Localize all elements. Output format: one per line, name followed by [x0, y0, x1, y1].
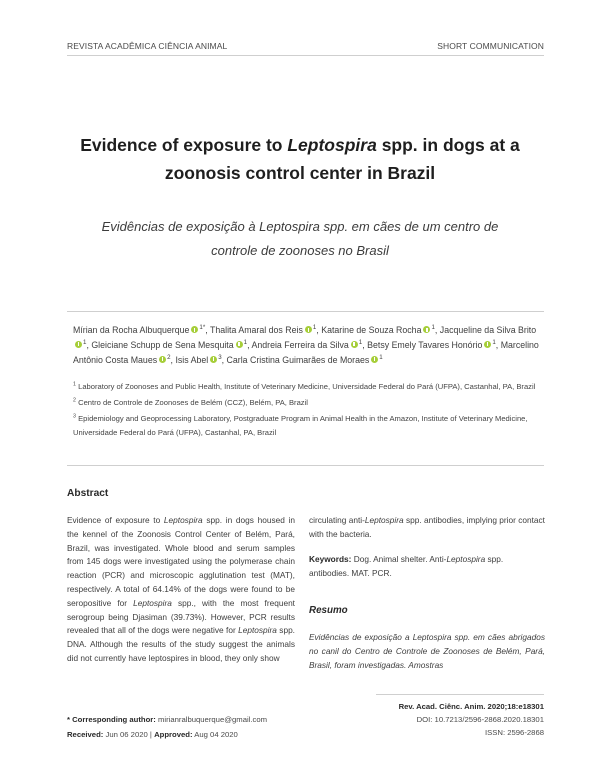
author-affil: 3	[218, 353, 222, 361]
affiliations	[73, 380, 545, 442]
affiliation-item	[73, 412, 545, 438]
citation: Rev. Acad. Ciênc. Anim. 2020;18:e18301	[398, 702, 544, 711]
author-affil: 1	[379, 353, 383, 361]
subtitle-line1: Evidências de exposição à Leptospira spp. em cães de um centro de	[101, 219, 499, 234]
keywords-genus: Leptospira	[446, 554, 486, 564]
abstract-text	[67, 514, 295, 666]
author-name: Gleiciane Schupp de Sena Mesquita	[91, 339, 234, 350]
orcid-icon[interactable]	[236, 341, 243, 348]
footer-left	[67, 712, 267, 742]
corresponding-author	[67, 712, 267, 727]
article-subtitle	[60, 215, 540, 263]
abstract-text-3: spp., with the most frequent serogroup being Djasiman (39.73%). However, PCR results revealed that all of the dogs were negative for	[67, 597, 295, 636]
abstract-cont-2: spp. antibodies, implying prior contact with the bacteria.	[309, 515, 545, 539]
affiliation-item	[73, 396, 545, 409]
received-label: Received:	[67, 730, 104, 739]
abstract-genus-2: Leptospira	[133, 597, 172, 608]
journal-name: REVISTA ACADÊMICA CIÊNCIA ANIMAL	[67, 41, 228, 51]
author-name: Isis Abel	[175, 354, 209, 365]
footer-right	[399, 700, 544, 739]
orcid-icon[interactable]	[484, 341, 491, 348]
title-line2: zoonosis control center in Brazil	[164, 163, 436, 183]
author-list: Mírian da Rocha Albuquerque $^{1*}$, Thalita Amaral dos Reis $^1$, Katarine de Souza Rocha $^1$, Jacqueline da Silva Brito$^1$, Gleiciane Schupp de Sena Mesquita $^1$, Andreia Ferreira da Silva $^1$, Betsy Emely Tavares Honório $^1$, Marcelino Antônio Costa Maues $^2$, Isis Abel $^3$, Carla Cristina Guimarães de Moraes $^1$	[73, 324, 539, 365]
author-affil: 1	[431, 324, 435, 332]
title-part1: Evidence of exposure to	[80, 135, 288, 155]
corresponding-email[interactable]: mirianralbuquerque@gmail.com	[157, 715, 268, 724]
author-name: Katarine de Souza Rocha	[321, 325, 422, 335]
author-affil: 1	[243, 338, 248, 346]
abstract-continued	[309, 514, 545, 542]
author-name: Andreia Ferreira da Silva	[251, 339, 349, 350]
footer-divider	[376, 694, 544, 695]
resumo-text: Evidências de exposição a Leptospira spp. em cães abrigados no canil do Centro de Controle de Zoonoses de Belém, Pará, Brasil, foram investigadas. Amostras	[309, 632, 545, 670]
title-italic: Leptospira	[287, 135, 377, 155]
orcid-icon[interactable]	[210, 356, 217, 363]
dates: Received: Jun 06 2020 | Approved: Aug 04 2020	[67, 730, 238, 739]
author-affil: 1	[312, 324, 317, 332]
approved-date: Aug 04 2020	[194, 730, 238, 739]
author-name: Mírian da Rocha Albuquerque	[73, 325, 190, 335]
resumo-heading: Resumo	[309, 605, 348, 616]
subtitle-line2: controle de zoonoses no Brasil	[211, 243, 389, 258]
orcid-icon[interactable]	[423, 326, 430, 333]
affiliation-number: 3	[73, 413, 76, 420]
author-name: Betsy Emely Tavares Honório	[367, 339, 483, 350]
received-date: Jun 06 2020	[105, 730, 148, 739]
abstract-cont-genus: Leptospira	[364, 515, 404, 525]
affiliation-text: Epidemiology and Geoprocessing Laboratory, Postgraduate Program in Animal Health in the Amazon, Institute of Veterinary Medicine, Universidade Federal do Pará (UFPA), Castanhal, PA, Brazil	[73, 414, 528, 437]
affiliation-number: 1	[73, 381, 76, 388]
abstract-genus-3: Leptospira	[238, 625, 277, 636]
article-title	[60, 131, 540, 187]
abstract-text-1: Evidence of exposure to	[67, 515, 164, 525]
keywords-text-2: spp. antibodies. MAT. PCR.	[309, 554, 504, 578]
author-affil: 1	[83, 338, 87, 346]
doi[interactable]: DOI: 10.7213/2596-2868.2020.18301	[416, 715, 544, 724]
title-part2: spp. in dogs at a	[376, 135, 520, 155]
orcid-icon[interactable]	[305, 326, 312, 333]
orcid-icon[interactable]	[75, 341, 82, 348]
abstract-text-2: spp. in dogs housed in the kennel of the Zoonosis Control Center of Belém, Pará, Brazil, was investigated. Whole blood and serum samples from 145 dogs were investigated using the polymerase chain reaction (PCR) and microscopic agglutination test (MAT), respectively. A total of 64.14% of the dogs were found to be seropositive for	[67, 515, 295, 608]
keywords	[309, 553, 545, 581]
issn: ISSN: 2596-2868	[485, 728, 544, 737]
section-label: SHORT COMMUNICATION	[437, 41, 544, 51]
author-affil: 2	[167, 353, 171, 361]
author-affil: 1*	[199, 324, 206, 332]
author-name: Marcelino Antônio Costa Maues	[73, 339, 539, 365]
orcid-icon[interactable]	[191, 326, 198, 333]
author-affil: 1	[358, 338, 363, 346]
abstract-heading: Abstract	[67, 488, 109, 499]
author-name: Jacqueline da Silva Brito	[439, 325, 537, 335]
abstract-divider	[67, 465, 544, 466]
keywords-label: Keywords:	[309, 554, 352, 564]
corresponding-label: * Corresponding author:	[67, 715, 156, 724]
abstract-text-4: spp. DNA. Although the results of the study suggest the animals did not currently have leptospires in blood, they only show	[67, 625, 295, 663]
affiliation-text: Centro de Controle de Zoonoses de Belém (CCZ), Belém, PA, Brazil	[78, 398, 308, 408]
orcid-icon[interactable]	[371, 356, 378, 363]
author-name: Carla Cristina Guimarães de Moraes	[226, 354, 370, 365]
affiliation-text: Laboratory of Zoonoses and Public Health, Institute of Veterinary Medicine, Universidade Federal do Pará (UFPA), Castanhal, PA, Brazil	[78, 382, 536, 391]
header-divider	[67, 55, 544, 56]
authors-divider	[67, 311, 544, 312]
abstract-cont-1: circulating anti-	[309, 515, 365, 525]
affiliation-item	[73, 380, 545, 393]
orcid-icon[interactable]	[351, 341, 358, 348]
abstract-genus-1: Leptospira	[163, 515, 203, 525]
approved-label: Approved:	[154, 730, 193, 739]
author-affil: 1	[492, 338, 496, 346]
keywords-text-1: Dog. Animal shelter. Anti-	[351, 554, 447, 564]
affiliation-number: 2	[73, 397, 76, 404]
orcid-icon[interactable]	[159, 356, 166, 363]
author-name: Thalita Amaral dos Reis	[209, 325, 303, 335]
